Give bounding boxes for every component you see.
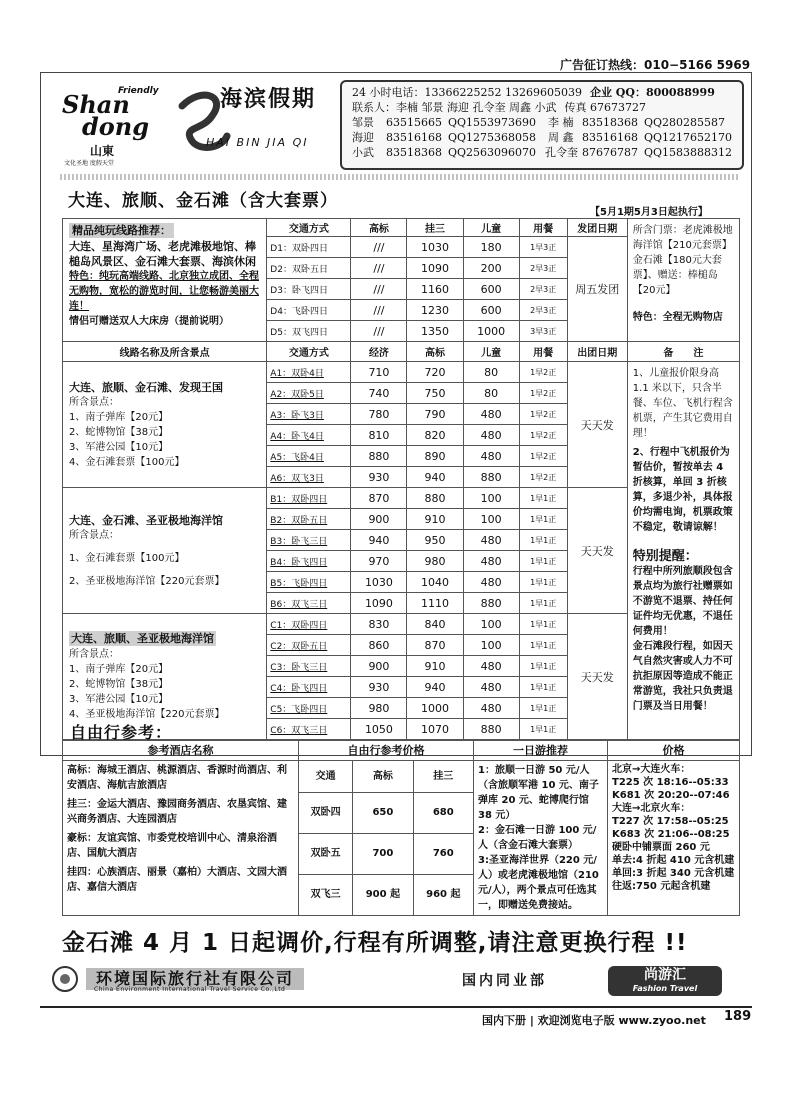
meals: 1早1正: [519, 593, 567, 614]
logo-brand-pinyin: HAI BIN JIA QI: [206, 136, 309, 149]
price-standard: 840: [407, 614, 463, 635]
contact-qq-number: QQ1275368058: [448, 131, 537, 144]
depart-day: 周五发团: [567, 237, 627, 342]
train-line: T225 次 18:16--05:33: [612, 777, 729, 788]
meals: 2早3正: [519, 300, 567, 321]
meals: 1早1正: [519, 509, 567, 530]
meals: 1早1正: [519, 719, 567, 740]
hotel-group: [67, 763, 294, 793]
transport-mode: A4：卧飞4日: [267, 425, 351, 446]
contact-fax: 传真 67673727: [564, 101, 646, 114]
train-line: 往返:750 元起含机建: [612, 881, 711, 892]
note-child: 1、儿童报价限身高 1.1 米以下，只含半餐、车位、飞机行程含机票，产生其它费用自理！: [632, 368, 733, 439]
price-economy: 1050: [351, 719, 407, 740]
premium-header-row: [63, 219, 740, 237]
price-child: 880: [463, 593, 519, 614]
price-g3: 960 起: [413, 874, 473, 915]
contact-row: [352, 130, 732, 145]
price-standard: ///: [351, 321, 407, 342]
contact-box: [340, 80, 744, 170]
main-col-header: 出团日期: [567, 342, 627, 362]
price-child: 100: [463, 488, 519, 509]
hotel-grade: 挂三：: [67, 799, 97, 810]
price-economy: 810: [351, 425, 407, 446]
meals: 1早1正: [519, 677, 567, 698]
price-g3: 680: [413, 792, 473, 833]
route-cell: [63, 362, 267, 488]
contact-entry: [548, 130, 732, 145]
main-col-header: 交通方式: [267, 342, 351, 362]
transport-mode: D5：双飞四日: [267, 321, 351, 342]
domestic-dept: 国内同业部: [462, 973, 547, 989]
hotel-grade: 豪标：: [67, 833, 97, 844]
depart-day: 天天发: [567, 488, 627, 614]
meals: 1早1正: [519, 698, 567, 719]
contact-qq-number: QQ1553973690: [448, 116, 537, 129]
price-child: 480: [463, 404, 519, 425]
special-note-2: 金石滩段行程，如因天气自然灾害或人力不可抗拒原因等造成不能正常游览，我社只负责退门票及当日用餐！: [632, 641, 733, 712]
price-standard: 1070: [407, 719, 463, 740]
price-child: 480: [463, 446, 519, 467]
free-travel-row: [63, 761, 740, 793]
hotel-list: 金运大酒店、豫园商务酒店、农垦宾馆、建兴商务酒店、大连园酒店: [67, 799, 287, 825]
contact-name: 周 鑫: [547, 131, 574, 144]
contact-entry: [352, 145, 545, 160]
price-standard: 940: [407, 677, 463, 698]
price-standard: 900 起: [353, 874, 413, 915]
premium-col-header: 用餐: [519, 219, 567, 237]
contact-phone: 83518368: [582, 116, 638, 129]
price-child: 880: [463, 719, 519, 740]
route-spot: 1、金石滩套票【100元】: [69, 552, 185, 564]
price-economy: 1090: [351, 593, 407, 614]
route-sub: 所含景点：: [69, 529, 119, 541]
price-economy: 940: [351, 530, 407, 551]
meals: 1早3正: [519, 237, 567, 258]
contact-qq-number: QQ1583888312: [643, 146, 732, 159]
contact-qq-number: QQ1217652170: [643, 131, 732, 144]
price-child: 100: [463, 509, 519, 530]
price-economy: 830: [351, 614, 407, 635]
effective-date: 【5月1期5月3日起执行】: [590, 207, 708, 218]
route-spot: 1、南子弹库【20元】: [69, 664, 169, 675]
hotel-list: 心族酒店、丽景（嘉柏）大酒店、文园大酒店、嘉信大酒店: [67, 867, 287, 893]
price-child: 880: [463, 467, 519, 488]
premium-col-header: 交通方式: [267, 219, 351, 237]
hotel-header: 参考酒店名称: [63, 741, 299, 761]
route-spot: 4、金石滩套票【100元】: [69, 456, 185, 468]
price-child: 480: [463, 530, 519, 551]
price-child: 480: [463, 677, 519, 698]
meals: 1早2正: [519, 404, 567, 425]
price-standard: 700: [353, 833, 413, 874]
route-spot: 3、军港公园【10元】: [69, 441, 169, 453]
page-number: 189: [724, 1009, 752, 1024]
main-col-header: 儿童: [463, 342, 519, 362]
logo-sh: Shan: [62, 90, 130, 119]
price-economy: 970: [351, 551, 407, 572]
price-standard: 1110: [407, 593, 463, 614]
price-child: 100: [463, 635, 519, 656]
price-economy: 900: [351, 656, 407, 677]
route-title: 大连、旅顺、金石滩、发现王国: [69, 380, 223, 394]
route-spot: 2、圣亚极地海洋馆【220元套票】: [69, 575, 225, 587]
hotel-grade: 挂四：: [67, 867, 97, 878]
price-child: 200: [463, 258, 519, 279]
premium-tickets-feature: 特色：全程无购物店: [632, 312, 723, 323]
daytrip-header: 一日游推荐: [474, 741, 608, 761]
price-child: 100: [463, 614, 519, 635]
train-line: K681 次 20:20--07:46: [612, 790, 730, 801]
hotel-list: 海城王酒店、桃源酒店、香源时尚酒店、利安酒店、海航吉旅酒店: [67, 765, 287, 791]
transport-mode: B5：飞卧四日: [267, 572, 351, 593]
transport-mode: D1：双卧四日: [267, 237, 351, 258]
price-standard: 880: [407, 488, 463, 509]
contact-qq: 企业 QQ：800088999: [589, 86, 715, 99]
hotel-list: 友谊宾馆、市委党校培训中心、清泉浴酒店、国航大酒店: [67, 833, 277, 859]
premium-table: [62, 218, 740, 740]
transport-mode: B4：卧飞四日: [267, 551, 351, 572]
transport-mode: A6：双飞3日: [267, 467, 351, 488]
price-standard: 820: [407, 425, 463, 446]
fashion-cn: 尚游汇: [644, 967, 686, 983]
price-child: 480: [463, 425, 519, 446]
premium-col-header: 挂三: [407, 219, 463, 237]
price-standard: 950: [407, 530, 463, 551]
premium-route-cell: [63, 219, 267, 342]
train-line: K683 次 21:06--08:25: [612, 829, 730, 840]
price-g3: 1090: [407, 258, 463, 279]
price-standard: 1040: [407, 572, 463, 593]
transport-mode: A1：双卧4日: [267, 362, 351, 383]
meals: 2早3正: [519, 279, 567, 300]
price-economy: 860: [351, 635, 407, 656]
contact-phone: 83518368: [386, 146, 442, 159]
price-standard: 910: [407, 656, 463, 677]
price-child: 600: [463, 279, 519, 300]
meals: 1早2正: [519, 362, 567, 383]
daytrip-cell: 1：旅顺一日游 50 元/人（含旅顺军港 10 元、南子弹库 20 元、蛇博爬行馆 38 元） 2：金石滩一日游 100 元/人（含金石滩大套票） 3:圣亚海洋世界（220 元/人）或老虎滩极地馆（210 元/人），两个景点可任选其一，即赠送免费接站。: [474, 761, 608, 916]
transport-mode: C1：双卧四日: [267, 614, 351, 635]
transport-mode: C6：双飞三日: [267, 719, 351, 740]
main-col-header: 经济: [351, 342, 407, 362]
price-g3: 1030: [407, 237, 463, 258]
note-flight: 2、行程中飞机报价为暂估价，暂按单去 4 折核算，单回 3 折核算，多退少补，具体报价均需电询，机票政策不稳定，敬请谅解！: [632, 447, 733, 533]
transport-mode: C2：双卧五日: [267, 635, 351, 656]
price-standard: 890: [407, 446, 463, 467]
premium-route: 大连、星海湾广场、老虎滩极地馆、棒槌岛风景区、金石滩大套票、海滨休闲: [69, 240, 256, 268]
route-cell: [63, 488, 267, 614]
price-child: 480: [463, 656, 519, 677]
transport-mode: B2：双卧五日: [267, 509, 351, 530]
price-mode: 双飞三: [299, 874, 353, 915]
meals: 1早1正: [519, 614, 567, 635]
price-economy: 880: [351, 446, 407, 467]
price-child: 1000: [463, 321, 519, 342]
premium-col-header: 发团日期: [567, 219, 627, 237]
price-g3: 1350: [407, 321, 463, 342]
transport-mode: B3：卧飞三日: [267, 530, 351, 551]
premium-tickets: 所含门票：老虎滩极地海洋馆【210元套票】金石滩【180元大套票】、赠送：棒槌岛【20元】: [632, 225, 733, 296]
route-spot: 2、蛇博物馆【38元】: [69, 426, 169, 438]
transport-mode: D2：双卧五日: [267, 258, 351, 279]
route-sub: 所含景点：: [69, 396, 119, 408]
contact-people: 联系人：李楠 邹景 海迎 孔令奎 周鑫 小武: [352, 101, 557, 114]
main-col-header: 备 注: [627, 342, 739, 362]
price-child: 600: [463, 300, 519, 321]
premium-col-header: 高标: [351, 219, 407, 237]
depart-day: 天天发: [567, 362, 627, 488]
contact-phones: 24 小时电话：13366225252 13269605039: [352, 86, 582, 99]
itinerary-row: [63, 362, 740, 383]
price-standard: 940: [407, 467, 463, 488]
route-spot: 2、蛇博物馆【38元】: [69, 679, 169, 690]
contact-entry: [548, 115, 725, 130]
price-mode: 双卧五: [299, 833, 353, 874]
train-line: 单去:4 折起 410 元含机建: [612, 855, 735, 866]
price-child: 180: [463, 237, 519, 258]
logo-shandong-cn: 山東: [90, 144, 115, 158]
fashion-travel-logo: [608, 966, 722, 996]
hotel-grade: 高标：: [67, 765, 97, 776]
transport-mode: A5：飞卧4日: [267, 446, 351, 467]
contact-phone: 87676787: [581, 146, 638, 159]
transport-mode: B1：双卧四日: [267, 488, 351, 509]
price-child: 80: [463, 362, 519, 383]
notes-cell: [627, 362, 739, 740]
route-title: 大连、旅顺、圣亚极地海洋馆: [71, 632, 214, 645]
price-standard: ///: [351, 279, 407, 300]
transport-mode: C5：飞卧四日: [267, 698, 351, 719]
price-child: 80: [463, 383, 519, 404]
special-title: 特别提醒：: [632, 549, 698, 564]
price-standard: 870: [407, 635, 463, 656]
contact-row: [352, 145, 732, 160]
main-header-row: [63, 342, 740, 362]
meals: 1早1正: [519, 551, 567, 572]
train-cell: [608, 761, 740, 916]
price-standard: 910: [407, 509, 463, 530]
meals: 1早1正: [519, 530, 567, 551]
footer-rule: [40, 1006, 752, 1008]
free-travel-title: 自由行参考：: [70, 723, 173, 742]
logo-slogan: 文化圣地 度假天堂: [64, 160, 114, 167]
contact-grid: [352, 115, 732, 160]
agency-emblem-icon: [48, 965, 82, 993]
meals: 3早3正: [519, 321, 567, 342]
price-adjust-banner: 金石滩 4 月 1 日起调价,行程有所调整,请注意更换行程 !!: [62, 930, 688, 956]
ad-hotline: 广告征订热线：010−5166 5969: [560, 58, 751, 72]
transport-mode: A2：双卧5日: [267, 383, 351, 404]
meals: 1早1正: [519, 488, 567, 509]
contact-name: 小武: [352, 146, 374, 159]
divider: [60, 174, 740, 180]
contact-entry: [352, 115, 548, 130]
price-col-header: 挂三: [413, 761, 473, 793]
contact-phone: 83516168: [581, 131, 638, 144]
route-spot: 4、圣亚极地海洋馆【220元套票】: [69, 709, 225, 720]
price-standard: 980: [407, 551, 463, 572]
contact-row: [352, 115, 732, 130]
meals: 1早2正: [519, 425, 567, 446]
price-standard: 790: [407, 404, 463, 425]
contact-entry: [352, 130, 548, 145]
train-line: 单回:3 折起 340 元含机建: [612, 868, 735, 879]
main-col-header: 高标: [407, 342, 463, 362]
route-title: 大连、金石滩、圣亚极地海洋馆: [69, 513, 223, 527]
train-line: 大连→北京火车：: [612, 803, 691, 814]
price-economy: 740: [351, 383, 407, 404]
price-col-header: 高标: [353, 761, 413, 793]
price-g3: 1160: [407, 279, 463, 300]
fashion-en: Fashion Travel: [632, 984, 698, 993]
premium-col-header: 儿童: [463, 219, 519, 237]
depart-day: 天天发: [567, 614, 627, 740]
route-sub: 所含景点：: [69, 649, 119, 660]
meals: 1早1正: [519, 635, 567, 656]
meals: 1早2正: [519, 446, 567, 467]
hotel-group: [67, 797, 294, 827]
premium-tickets-cell: [627, 219, 739, 342]
price-standard: ///: [351, 258, 407, 279]
price-standard: 650: [353, 792, 413, 833]
price-g3: 1230: [407, 300, 463, 321]
price-mode: 双卧四: [299, 792, 353, 833]
price-col-header: 交通: [299, 761, 353, 793]
price-standard: ///: [351, 237, 407, 258]
transport-mode: A3：卧飞3日: [267, 404, 351, 425]
price-economy: 870: [351, 488, 407, 509]
agency-name: 环境国际旅行社有限公司: [86, 968, 304, 990]
meals: 1早1正: [519, 572, 567, 593]
price-economy: 710: [351, 362, 407, 383]
premium-label: 精品纯玩线路推荐：: [69, 223, 174, 238]
main-col-header: 用餐: [519, 342, 567, 362]
hotel-cell: [63, 761, 299, 916]
price-child: 480: [463, 698, 519, 719]
price-standard: 750: [407, 383, 463, 404]
transport-mode: C4：卧飞四日: [267, 677, 351, 698]
price-economy: 780: [351, 404, 407, 425]
contact-qq-number: QQ280285587: [644, 116, 726, 129]
free-travel-table: [62, 740, 740, 916]
meals: 1早2正: [519, 467, 567, 488]
pricing-header: 价格: [608, 741, 740, 761]
premium-gift: 情侣可赠送双人大床房（提前说明）: [69, 316, 229, 327]
page-title: 大连、旅顺、金石滩（含大套票）: [68, 191, 338, 211]
train-line: 北京→大连火车：: [612, 764, 691, 775]
logo-dong: dong: [82, 112, 150, 141]
price-child: 480: [463, 551, 519, 572]
contact-name: 邹景: [352, 116, 374, 129]
transport-mode: C3：卧飞三日: [267, 656, 351, 677]
premium-feature: 特色：纯玩高端线路、北京独立成团、全程无购物，宽松的游览时间，让您畅游美丽大连！: [69, 271, 259, 312]
contact-entry: [545, 145, 732, 160]
contact-name: 孔令奎: [544, 146, 578, 159]
price-economy: 1030: [351, 572, 407, 593]
hotel-group: [67, 865, 294, 895]
main-col-header: 线路名称及所含景点: [63, 342, 267, 362]
price-child: 480: [463, 572, 519, 593]
footer-text: 国内下册 | 欢迎浏览电子版 www.zyoo.net: [482, 1014, 706, 1027]
hotel-group: [67, 831, 294, 861]
price-standard: 720: [407, 362, 463, 383]
meals: 2早3正: [519, 258, 567, 279]
train-line: T227 次 17:58--05:25: [612, 816, 729, 827]
price-economy: 980: [351, 698, 407, 719]
contact-qq-number: QQ2563096070: [448, 146, 537, 159]
logo-friendly: Friendly: [118, 86, 159, 96]
price-standard: 1000: [407, 698, 463, 719]
price-header: 自由行参考价格: [299, 741, 474, 761]
route-spot: 1、南子弹库【20元】: [69, 411, 169, 423]
meals: 1早1正: [519, 656, 567, 677]
contact-name: 李 楠: [548, 116, 574, 129]
price-standard: ///: [351, 300, 407, 321]
haibin-logo: [172, 80, 332, 170]
price-economy: 900: [351, 509, 407, 530]
transport-mode: B6：双飞三日: [267, 593, 351, 614]
meals: 1早2正: [519, 383, 567, 404]
special-note-1: 行程中所列旅顺段包含景点均为旅行社赠票如不游览不退票、持任何证件均无优惠，不退任何费用！: [632, 566, 733, 637]
price-g3: 760: [413, 833, 473, 874]
train-line: 硬卧中铺票面 260 元: [612, 842, 710, 853]
price-economy: 930: [351, 467, 407, 488]
contact-phone: 63515665: [386, 116, 442, 129]
contact-phone: 83516168: [386, 131, 442, 144]
transport-mode: D4：飞卧四日: [267, 300, 351, 321]
logo-brand-cn: 海滨假期: [220, 86, 317, 112]
transport-mode: D3：卧飞四日: [267, 279, 351, 300]
agency-english: China Environment International Travel Service Co.,Ltd: [94, 986, 286, 993]
shandong-logo: [62, 86, 172, 166]
contact-name: 海迎: [352, 131, 374, 144]
price-economy: 930: [351, 677, 407, 698]
route-spot: 3、军港公园【10元】: [69, 694, 169, 705]
